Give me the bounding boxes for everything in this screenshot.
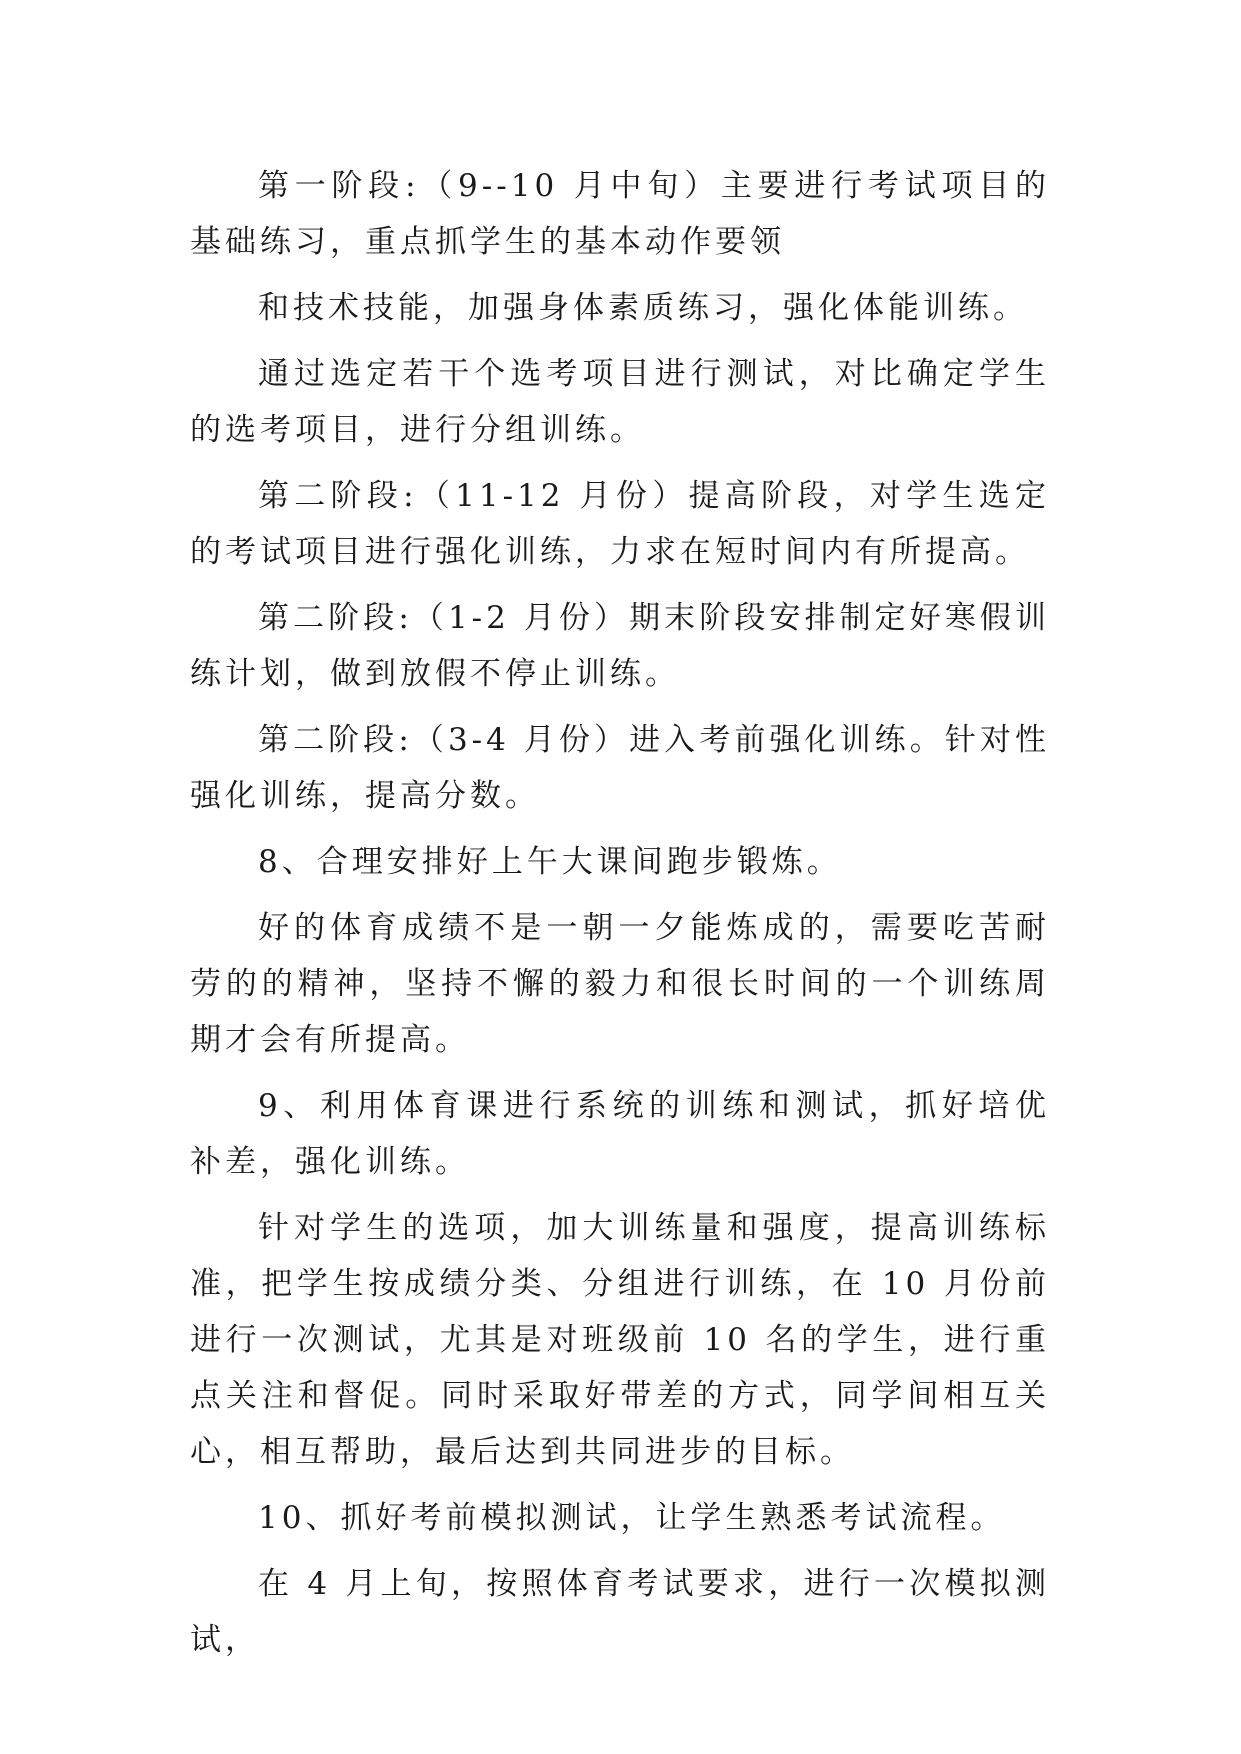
paragraph-select-tests: 通过选定若干个选考项目进行测试，对比确定学生的选考项目，进行分组训练。: [190, 356, 1050, 448]
paragraph-mock-test: 在 4 月上旬，按照体育考试要求，进行一次模拟测试，: [190, 1566, 1050, 1658]
paragraph-stage-two-winter: 第二阶段:（1-2 月份）期末阶段安排制定好寒假训练计划，做到放假不停止训练。: [190, 600, 1050, 692]
paragraph-grouped-training: 针对学生的选项，加大训练量和强度，提高训练标准，把学生按成绩分类、分组进行训练，在 10 月份前进行一次测试，尤其是对班级前 10 名的学生，进行重点关注和督促。同时采取好带差的方式，同学间相互关心，相互帮助，最后达到共同进步的目标。: [190, 1210, 1050, 1470]
paragraph-item-10: 10、抓好考前模拟测试，让学生熟悉考试流程。: [258, 1500, 1006, 1536]
paragraph-item-8: 8、合理安排好上午大课间跑步锻炼。: [258, 844, 842, 880]
paragraph-stage-two-preexam: 第二阶段:（3-4 月份）进入考前强化训练。针对性强化训练，提高分数。: [190, 722, 1050, 814]
document-body: [190, 158, 1050, 1678]
paragraph-stage-one: 第一阶段:（9--10 月中旬）主要进行考试项目的基础练习，重点抓学生的基本动作要领: [190, 168, 1050, 260]
paragraph-perseverance: 好的体育成绩不是一朝一夕能炼成的，需要吃苦耐劳的的精神，坚持不懈的毅力和很长时间的一个训练周期才会有所提高。: [190, 910, 1050, 1058]
paragraph-stage-one-skills: 和技术技能，加强身体素质练习，强化体能训练。: [258, 290, 1028, 326]
paragraph-stage-two-improve: 第二阶段:（11-12 月份）提高阶段，对学生选定的考试项目进行强化训练，力求在短时间内有所提高。: [190, 478, 1050, 570]
paragraph-item-9: 9、利用体育课进行系统的训练和测试，抓好培优补差，强化训练。: [190, 1088, 1050, 1180]
